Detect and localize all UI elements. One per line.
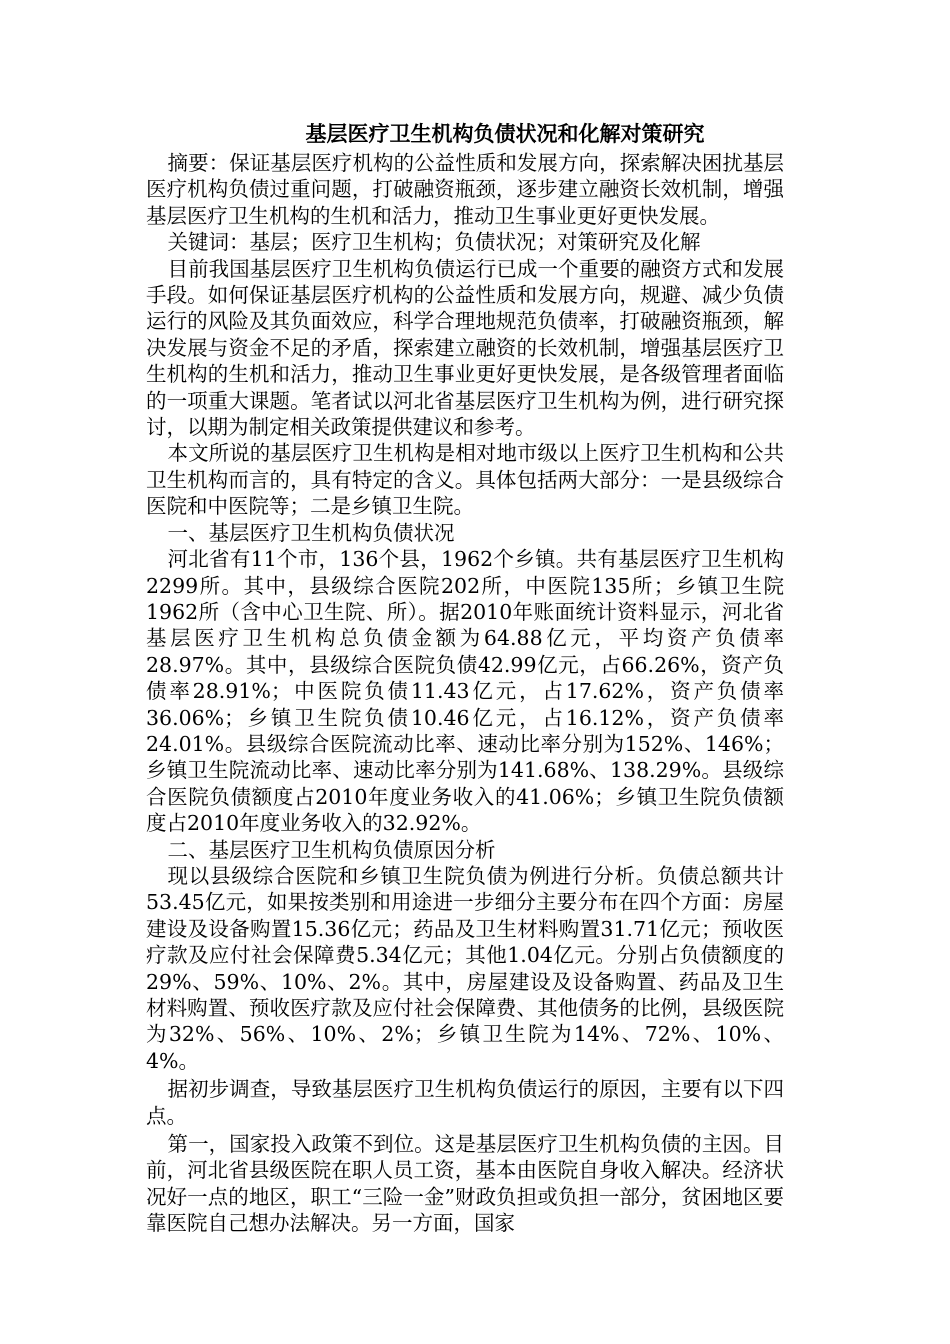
abstract-paragraph: 摘要：保证基层医疗机构的公益性质和发展方向，探索解决困扰基层医疗机构负债过重问题，打破融资瓶颈，逐步建立融资长效机制，增强基层医疗卫生机构的生机和活力，推动卫生事业更好更快发展。 (146, 151, 784, 228)
section-2-body: 现以县级综合医院和乡镇卫生院负债为例进行分析。负债总额共计53.45亿元，如果按类别和用途进一步细分主要分布在四个方面：房屋建设及设备购置15.36亿元；药品及卫生材料购置31.71亿元；预收医疗款及应付社会保障费5.34亿元；其他1.04亿元。分别占负债额度的29%、59%、10%、2%。其中，房屋建设及设备购置、药品及卫生材料购置、预收医疗款及应付社会保障费、其他债务的比例，县级医院为32%、56%、10%、2%；乡镇卫生院为14%、72%、10%、4%。 (146, 863, 784, 1073)
section-1-body: 河北省有11个市，136个县，1962个乡镇。共有基层医疗卫生机构2299所。其中，县级综合医院202所，中医院135所；乡镇卫生院1962所（含中心卫生院、所）。据2010年账面统计资料显示，河北省基层医疗卫生机构总负债金额为64.88亿元，平均资产负债率28.97%。其中，县级综合医院负债42.99亿元，占66.26%，资产负债率28.91%；中医院负债11.43亿元，占17.62%，资产负债率36.06%；乡镇卫生院负债10.46亿元，占16.12%，资产负债率24.01%。县级综合医院流动比率、速动比率分别为152%、146%；乡镇卫生院流动比率、速动比率分别为141.68%、138.29%。县级综合医院负债额度占2010年度业务收入的41.06%；乡镇卫生院负债额度占2010年度业务收入的32.92%。 (146, 547, 784, 836)
section-2-reasons-intro: 据初步调查，导致基层医疗卫生机构负债运行的原因，主要有以下四点。 (146, 1077, 784, 1128)
document-page (146, 120, 784, 1237)
keywords-paragraph: 关键词：基层；医疗卫生机构；负债状况；对策研究及化解 (167, 230, 701, 255)
document-title: 基层医疗卫生机构负债状况和化解对策研究 (305, 122, 705, 146)
section-2-reason-1: 第一，国家投入政策不到位。这是基层医疗卫生机构负债的主因。目前，河北省县级医院在职人员工资，基本由医院自身收入解决。经济状况好一点的地区，职工“三险一金”财政负担或负担一部分，贫困地区要靠医院自己想办法解决。另一方面，国家 (146, 1132, 784, 1236)
intro-paragraph-1: 目前我国基层医疗卫生机构负债运行已成一个重要的融资方式和发展手段。如何保证基层医疗机构的公益性质和发展方向，规避、减少负债运行的风险及其负面效应，科学合理地规范负债率，打破融资瓶颈，解决发展与资金不足的矛盾，探索建立融资的长效机制，增强基层医疗卫生机构的生机和活力，推动卫生事业更好更快发展，是各级管理者面临的一项重大课题。笔者试以河北省基层医疗卫生机构为例，进行研究探讨，以期为制定相关政策提供建议和参考。 (146, 256, 784, 440)
intro-paragraph-2: 本文所说的基层医疗卫生机构是相对地市级以上医疗卫生机构和公共卫生机构而言的，具有特定的含义。具体包括两大部分：一是县级综合医院和中医院等；二是乡镇卫生院。 (146, 441, 784, 519)
section-2-heading: 二、基层医疗卫生机构负债原因分析 (167, 837, 496, 862)
section-1-heading: 一、基层医疗卫生机构负债状况 (167, 520, 455, 545)
